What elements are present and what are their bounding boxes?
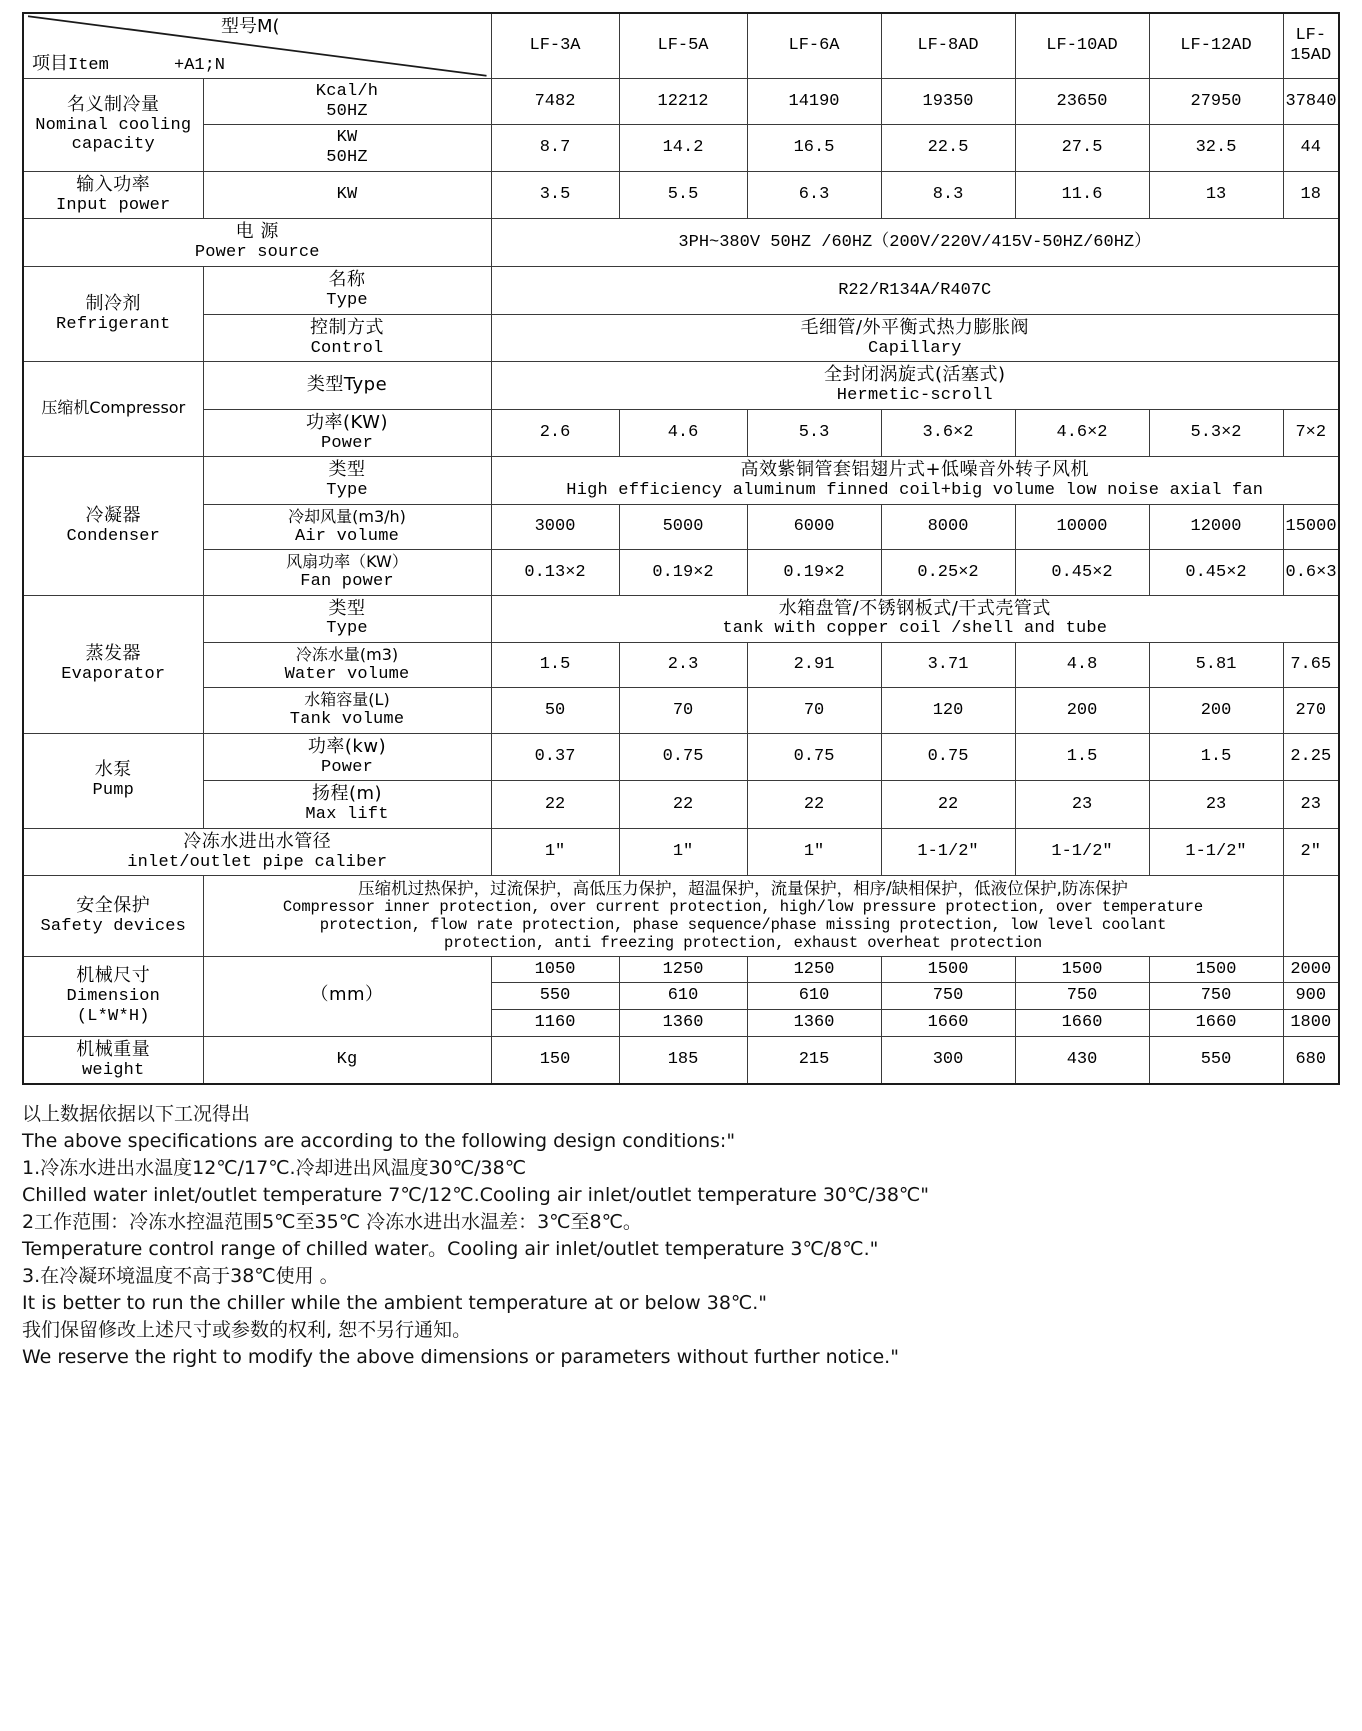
safety-text-cn: 压缩机过热保护，过流保护，高低压力保护，超温保护，流量保护，相序/缺相保护，低液位保护,防冻保护 (358, 879, 1128, 899)
cell-value: 37840 (1283, 79, 1339, 125)
cell-value: 3000 (491, 505, 619, 550)
dimension-label: 机械尺寸 Dimension (L*W*H) (23, 956, 203, 1036)
cell-value: 610 (619, 983, 747, 1010)
pump-power-label: 功率(kw) Power (203, 733, 491, 781)
cell-value: 7.65 (1283, 643, 1339, 688)
cell-value: 23 (1015, 781, 1149, 829)
note-line: Chilled water inlet/outlet temperature 7℃/12℃.Cooling air inlet/outlet temperature 30℃/38℃" (22, 1184, 930, 1207)
cell-value: 22.5 (881, 125, 1015, 171)
cell-value: 2.3 (619, 643, 747, 688)
cell-value: 22 (747, 781, 881, 829)
cell-value: 300 (881, 1036, 1015, 1084)
model-header-3: LF-8AD (881, 13, 1015, 79)
cell-value: 0.45×2 (1015, 550, 1149, 595)
evaporator-type-value: 水箱盘管/不锈钢板式/干式壳管式 tank with copper coil /shell and tube (491, 595, 1339, 643)
cell-value: 2″ (1283, 828, 1339, 876)
note-line: The above specifications are according to the following design conditions:" (22, 1130, 736, 1153)
header-corner-cell (23, 13, 491, 79)
model-header-5: LF-12AD (1149, 13, 1283, 79)
cell-value: 8000 (881, 505, 1015, 550)
row-safety-devices (23, 876, 1339, 956)
row-input-power (23, 171, 1339, 219)
cell-value: 1-1/2″ (1015, 828, 1149, 876)
cell-value: 1250 (747, 956, 881, 983)
cell-value: 2.91 (747, 643, 881, 688)
cell-value: 5.3×2 (1149, 409, 1283, 457)
cell-value: 18 (1283, 171, 1339, 219)
compressor-power-label: 功率(KW) Power (203, 409, 491, 457)
cell-value: 0.45×2 (1149, 550, 1283, 595)
cell-value: 5000 (619, 505, 747, 550)
condenser-fan-power-label: 风扇功率（KW） Fan power (203, 550, 491, 595)
row-pump-max-lift (23, 781, 1339, 829)
cell-value: 550 (1149, 1036, 1283, 1084)
cell-value: 1160 (491, 1009, 619, 1036)
cell-value: 1360 (747, 1009, 881, 1036)
cell-value: 0.19×2 (747, 550, 881, 595)
cell-value: 15000 (1283, 505, 1339, 550)
cell-value: 680 (1283, 1036, 1339, 1084)
row-pump-power (23, 733, 1339, 781)
cell-value: 2.25 (1283, 733, 1339, 781)
row-nominal-cooling-kcal (23, 79, 1339, 125)
cell-value: 3.71 (881, 643, 1015, 688)
evaporator-label: 蒸发器 Evaporator (23, 595, 203, 733)
row-power-source (23, 219, 1339, 267)
cell-value: 6000 (747, 505, 881, 550)
cell-value: 1360 (619, 1009, 747, 1036)
cell-value: 550 (491, 983, 619, 1010)
cell-value: 14190 (747, 79, 881, 125)
cell-value: 3.5 (491, 171, 619, 219)
cell-value: 0.25×2 (881, 550, 1015, 595)
refrigerant-type-label: 名称 Type (203, 267, 491, 315)
row-weight (23, 1036, 1339, 1084)
cell-value: 27.5 (1015, 125, 1149, 171)
note-line: 3.在冷凝环境温度不高于38℃使用 。 (22, 1265, 339, 1288)
cell-value: 12212 (619, 79, 747, 125)
alni-marker-label: +A1;N (174, 56, 226, 76)
cell-value: 185 (619, 1036, 747, 1084)
cell-value: 10000 (1015, 505, 1149, 550)
cell-value: 1.5 (1149, 733, 1283, 781)
condenser-type-value: 高效紫铜管套铝翅片式+低噪音外转子风机 High efficiency aluminum finned coil+big volume low noise axial fan (491, 457, 1339, 505)
compressor-type-label: 类型Type (203, 362, 491, 410)
cell-value: 0.19×2 (619, 550, 747, 595)
cell-value: 70 (619, 688, 747, 733)
evaporator-water-volume-label: 冷冻水量(m3) Water volume (203, 643, 491, 688)
cell-value: 1660 (881, 1009, 1015, 1036)
cell-value: 1500 (1015, 956, 1149, 983)
cell-value: 23 (1149, 781, 1283, 829)
row-refrigerant-type (23, 267, 1339, 315)
cell-value: 4.6 (619, 409, 747, 457)
cell-value: 0.6×3 (1283, 550, 1339, 595)
cell-value: 70 (747, 688, 881, 733)
condenser-label: 冷凝器 Condenser (23, 457, 203, 595)
cell-value: 1500 (881, 956, 1015, 983)
pump-max-lift-label: 扬程(m) Max lift (203, 781, 491, 829)
cell-value: 27950 (1149, 79, 1283, 125)
cell-value: 430 (1015, 1036, 1149, 1084)
item-header-label: 项目Item (32, 53, 109, 76)
nominal-cooling-label: 名义制冷量 Nominal cooling capacity (23, 79, 203, 172)
cell-value: 270 (1283, 688, 1339, 733)
evaporator-tank-volume-label: 水箱容量(L) Tank volume (203, 688, 491, 733)
row-refrigerant-control (23, 314, 1339, 362)
cell-value: 11.6 (1015, 171, 1149, 219)
cell-value: 16.5 (747, 125, 881, 171)
compressor-type-value: 全封闭涡旋式(活塞式) Hermetic-scroll (491, 362, 1339, 410)
input-power-label: 输入功率 Input power (23, 171, 203, 219)
nominal-cooling-kcal-unit: Kcal/h 50HZ (203, 79, 491, 125)
power-source-label: 电 源 Power source (23, 219, 491, 267)
model-header-6: LF-15AD (1283, 13, 1339, 79)
cell-value: 1.5 (1015, 733, 1149, 781)
cell-value: 900 (1283, 983, 1339, 1010)
cell-value: 8.3 (881, 171, 1015, 219)
cell-value: 750 (1149, 983, 1283, 1010)
note-line: We reserve the right to modify the above dimensions or parameters without further notice." (22, 1345, 899, 1368)
safety-devices-value (203, 876, 1283, 956)
row-evaporator-type (23, 595, 1339, 643)
safety-text-en-1: Compressor inner protection, over current protection, high/low pressure protection, over temperature (282, 897, 1204, 916)
weight-unit: Kg (203, 1036, 491, 1084)
cell-value: 750 (881, 983, 1015, 1010)
row-pipe-caliber (23, 828, 1339, 876)
cell-value: 3.6×2 (881, 409, 1015, 457)
evaporator-type-label: 类型 Type (203, 595, 491, 643)
row-condenser-type (23, 457, 1339, 505)
nominal-cooling-kw-unit: KW 50HZ (203, 125, 491, 171)
cell-value: 0.75 (881, 733, 1015, 781)
cell-value: 22 (619, 781, 747, 829)
cell-value: 5.5 (619, 171, 747, 219)
compressor-label: 压缩机Compressor (23, 362, 203, 457)
refrigerant-label: 制冷剂 Refrigerant (23, 267, 203, 362)
cell-value: 44 (1283, 125, 1339, 171)
row-evaporator-water-volume (23, 643, 1339, 688)
cell-value: 5.3 (747, 409, 881, 457)
model-header-1: LF-5A (619, 13, 747, 79)
cell-value: 13 (1149, 171, 1283, 219)
cell-value: 7482 (491, 79, 619, 125)
cell-value: 750 (1015, 983, 1149, 1010)
note-line: 我们保留修改上述尺寸或参数的权利, 恕不另行通知。 (22, 1319, 472, 1341)
model-header-label: 型号M( (220, 16, 280, 37)
cell-value: 2000 (1283, 956, 1339, 983)
cell-value: 215 (747, 1036, 881, 1084)
condenser-type-label: 类型 Type (203, 457, 491, 505)
cell-value: 4.8 (1015, 643, 1149, 688)
cell-value: 1-1/2″ (1149, 828, 1283, 876)
cell-value: 1660 (1015, 1009, 1149, 1036)
note-line: 2工作范围：冷冻水控温范围5℃至35℃ 冷冻水进出水温差：3℃至8℃。 (22, 1211, 642, 1234)
note-line: Temperature control range of chilled water。Cooling air inlet/outlet temperature 3℃/8℃." (22, 1238, 879, 1261)
cell-value: 5.81 (1149, 643, 1283, 688)
cell-value: 610 (747, 983, 881, 1010)
row-compressor-power (23, 409, 1339, 457)
model-header-0: LF-3A (491, 13, 619, 79)
note-line: It is better to run the chiller while the ambient temperature at or below 38℃." (22, 1292, 768, 1315)
cell-value: 1.5 (491, 643, 619, 688)
chiller-specification-table (22, 12, 1340, 1085)
model-header-2: LF-6A (747, 13, 881, 79)
cell-value: 4.6×2 (1015, 409, 1149, 457)
cell-value: 2.6 (491, 409, 619, 457)
condenser-air-volume-label: 冷却风量(m3/h) Air volume (203, 505, 491, 550)
cell-value: 120 (881, 688, 1015, 733)
refrigerant-control-label: 控制方式 Control (203, 314, 491, 362)
safety-text-en-3: protection, anti freezing protection, exhaust overheat protection (443, 933, 1043, 952)
weight-label: 机械重量 weight (23, 1036, 203, 1084)
cell-value: 1500 (1149, 956, 1283, 983)
cell-value: 1″ (491, 828, 619, 876)
cell-value: 1250 (619, 956, 747, 983)
cell-value: 1″ (619, 828, 747, 876)
cell-value: 22 (491, 781, 619, 829)
row-nominal-cooling-kw (23, 125, 1339, 171)
cell-value: 150 (491, 1036, 619, 1084)
input-power-unit: KW (203, 171, 491, 219)
power-source-value: 3PH~380V 50HZ /60HZ（200V/220V/415V-50HZ/60HZ） (491, 219, 1339, 267)
cell-value: 1660 (1149, 1009, 1283, 1036)
cell-value: 23650 (1015, 79, 1149, 125)
cell-value: 0.75 (619, 733, 747, 781)
cell-value: 7×2 (1283, 409, 1339, 457)
cell-value: 6.3 (747, 171, 881, 219)
refrigerant-control-value: 毛细管/外平衡式热力膨胀阀 Capillary (491, 314, 1339, 362)
cell-value: 22 (881, 781, 1015, 829)
refrigerant-type-value: R22/R134A/R407C (491, 267, 1339, 315)
cell-value: 0.75 (747, 733, 881, 781)
cell-value: 50 (491, 688, 619, 733)
cell-value: 19350 (881, 79, 1015, 125)
dimension-unit: （mm） (203, 956, 491, 1036)
row-evaporator-tank-volume (23, 688, 1339, 733)
safety-text-en-2: protection, flow rate protection, phase sequence/phase missing protection, low level coolant (319, 915, 1167, 934)
cell-value: 200 (1149, 688, 1283, 733)
table-header-row (23, 13, 1339, 79)
safety-devices-label: 安全保护 Safety devices (23, 876, 203, 956)
cell-value: 1800 (1283, 1009, 1339, 1036)
pump-label: 水泵 Pump (23, 733, 203, 828)
row-dimension-length (23, 956, 1339, 983)
design-conditions-notes (22, 1101, 1340, 1371)
row-condenser-fan-power (23, 550, 1339, 595)
cell-value: 0.37 (491, 733, 619, 781)
cell-value: 8.7 (491, 125, 619, 171)
cell-value: 1″ (747, 828, 881, 876)
cell-value: 0.13×2 (491, 550, 619, 595)
cell-value: 1050 (491, 956, 619, 983)
model-header-4: LF-10AD (1015, 13, 1149, 79)
cell-value: 1-1/2″ (881, 828, 1015, 876)
pipe-caliber-label: 冷冻水进出水管径 inlet/outlet pipe caliber (23, 828, 491, 876)
cell-value: 23 (1283, 781, 1339, 829)
note-line: 以上数据依据以下工况得出 (22, 1103, 251, 1126)
cell-value: 12000 (1149, 505, 1283, 550)
row-compressor-type (23, 362, 1339, 410)
row-condenser-air-volume (23, 505, 1339, 550)
cell-value: 32.5 (1149, 125, 1283, 171)
note-line: 1.冷冻水进出水温度12℃/17℃.冷却进出风温度30℃/38℃ (22, 1157, 527, 1180)
cell-value: 200 (1015, 688, 1149, 733)
cell-value: 14.2 (619, 125, 747, 171)
